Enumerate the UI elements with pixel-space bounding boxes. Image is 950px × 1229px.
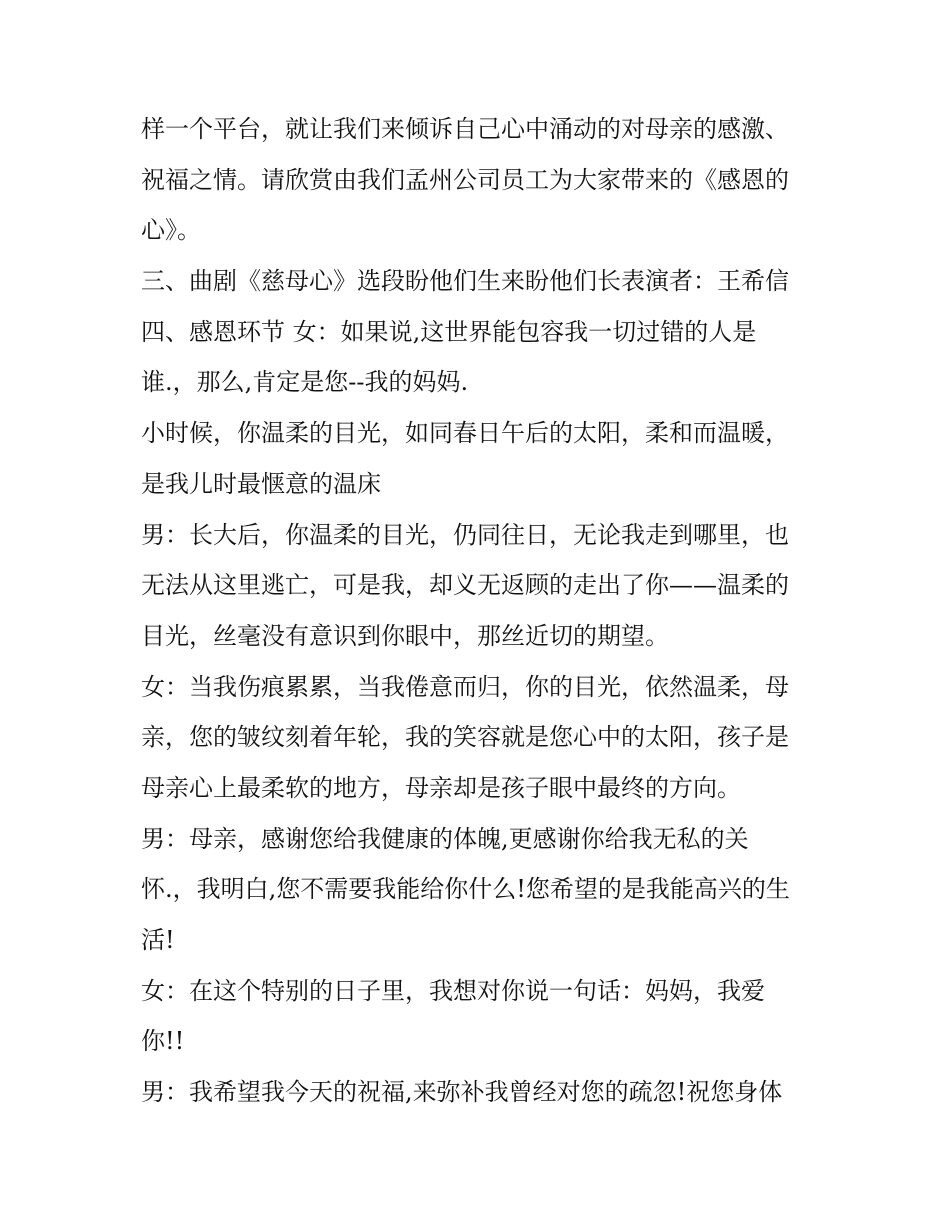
text-line: 你!! (141, 1027, 185, 1056)
text-line: 祝福之情。请欣赏由我们孟州公司员工为大家带来的《感恩的 (141, 165, 789, 194)
text-line: 男：母亲，感谢您给我健康的体魄,更感谢你给我无私的关 (141, 824, 749, 853)
text-line: 心》。 (141, 216, 201, 245)
text-line: 小时候，你温柔的目光，如同春日午后的太阳，柔和而温暖， (141, 419, 789, 448)
text-line: 是我儿时最惬意的温床 (141, 469, 381, 498)
text-line: 男：我希望我今天的祝福,来弥补我曾经对您的疏忽!祝您身体 (141, 1078, 783, 1107)
text-line: 活! (141, 926, 175, 954)
text-line: 女：在这个特别的日子里，我想对你说一句话：妈妈，我爱 (141, 976, 765, 1005)
text-line: 男：长大后，你温柔的目光，仍同往日，无论我走到哪里，也 (141, 520, 789, 549)
text-line: 女：当我伤痕累累，当我倦意而归，你的目光，依然温柔，母 (141, 672, 789, 701)
document-body (141, 104, 821, 1118)
text-line: 亲，您的皱纹刻着年轮，我的笑容就是您心中的太阳，孩子是 (141, 723, 789, 752)
text-line: 无法从这里逃亡，可是我，却义无返顾的走出了你——温柔的 (141, 571, 789, 600)
text-line: 目光，丝毫没有意识到你眼中，那丝近切的期望。 (141, 621, 669, 650)
text-line: 三、曲剧《慈母心》选段盼他们生来盼他们长表演者：王希信 (141, 267, 789, 296)
text-line: 四、感恩环节 女：如果说,这世界能包容我一切过错的人是 (141, 317, 757, 346)
text-line: 母亲心上最柔软的地方，母亲却是孩子眼中最终的方向。 (141, 773, 741, 802)
text-line: 怀.，我明白,您不需要我能给你什么!您希望的是我能高兴的生 (141, 875, 790, 904)
text-line: 谁.，那么,肯定是您--我的妈妈. (141, 368, 469, 397)
text-line: 样一个平台，就让我们来倾诉自己心中涌动的对母亲的感激、 (141, 115, 789, 143)
